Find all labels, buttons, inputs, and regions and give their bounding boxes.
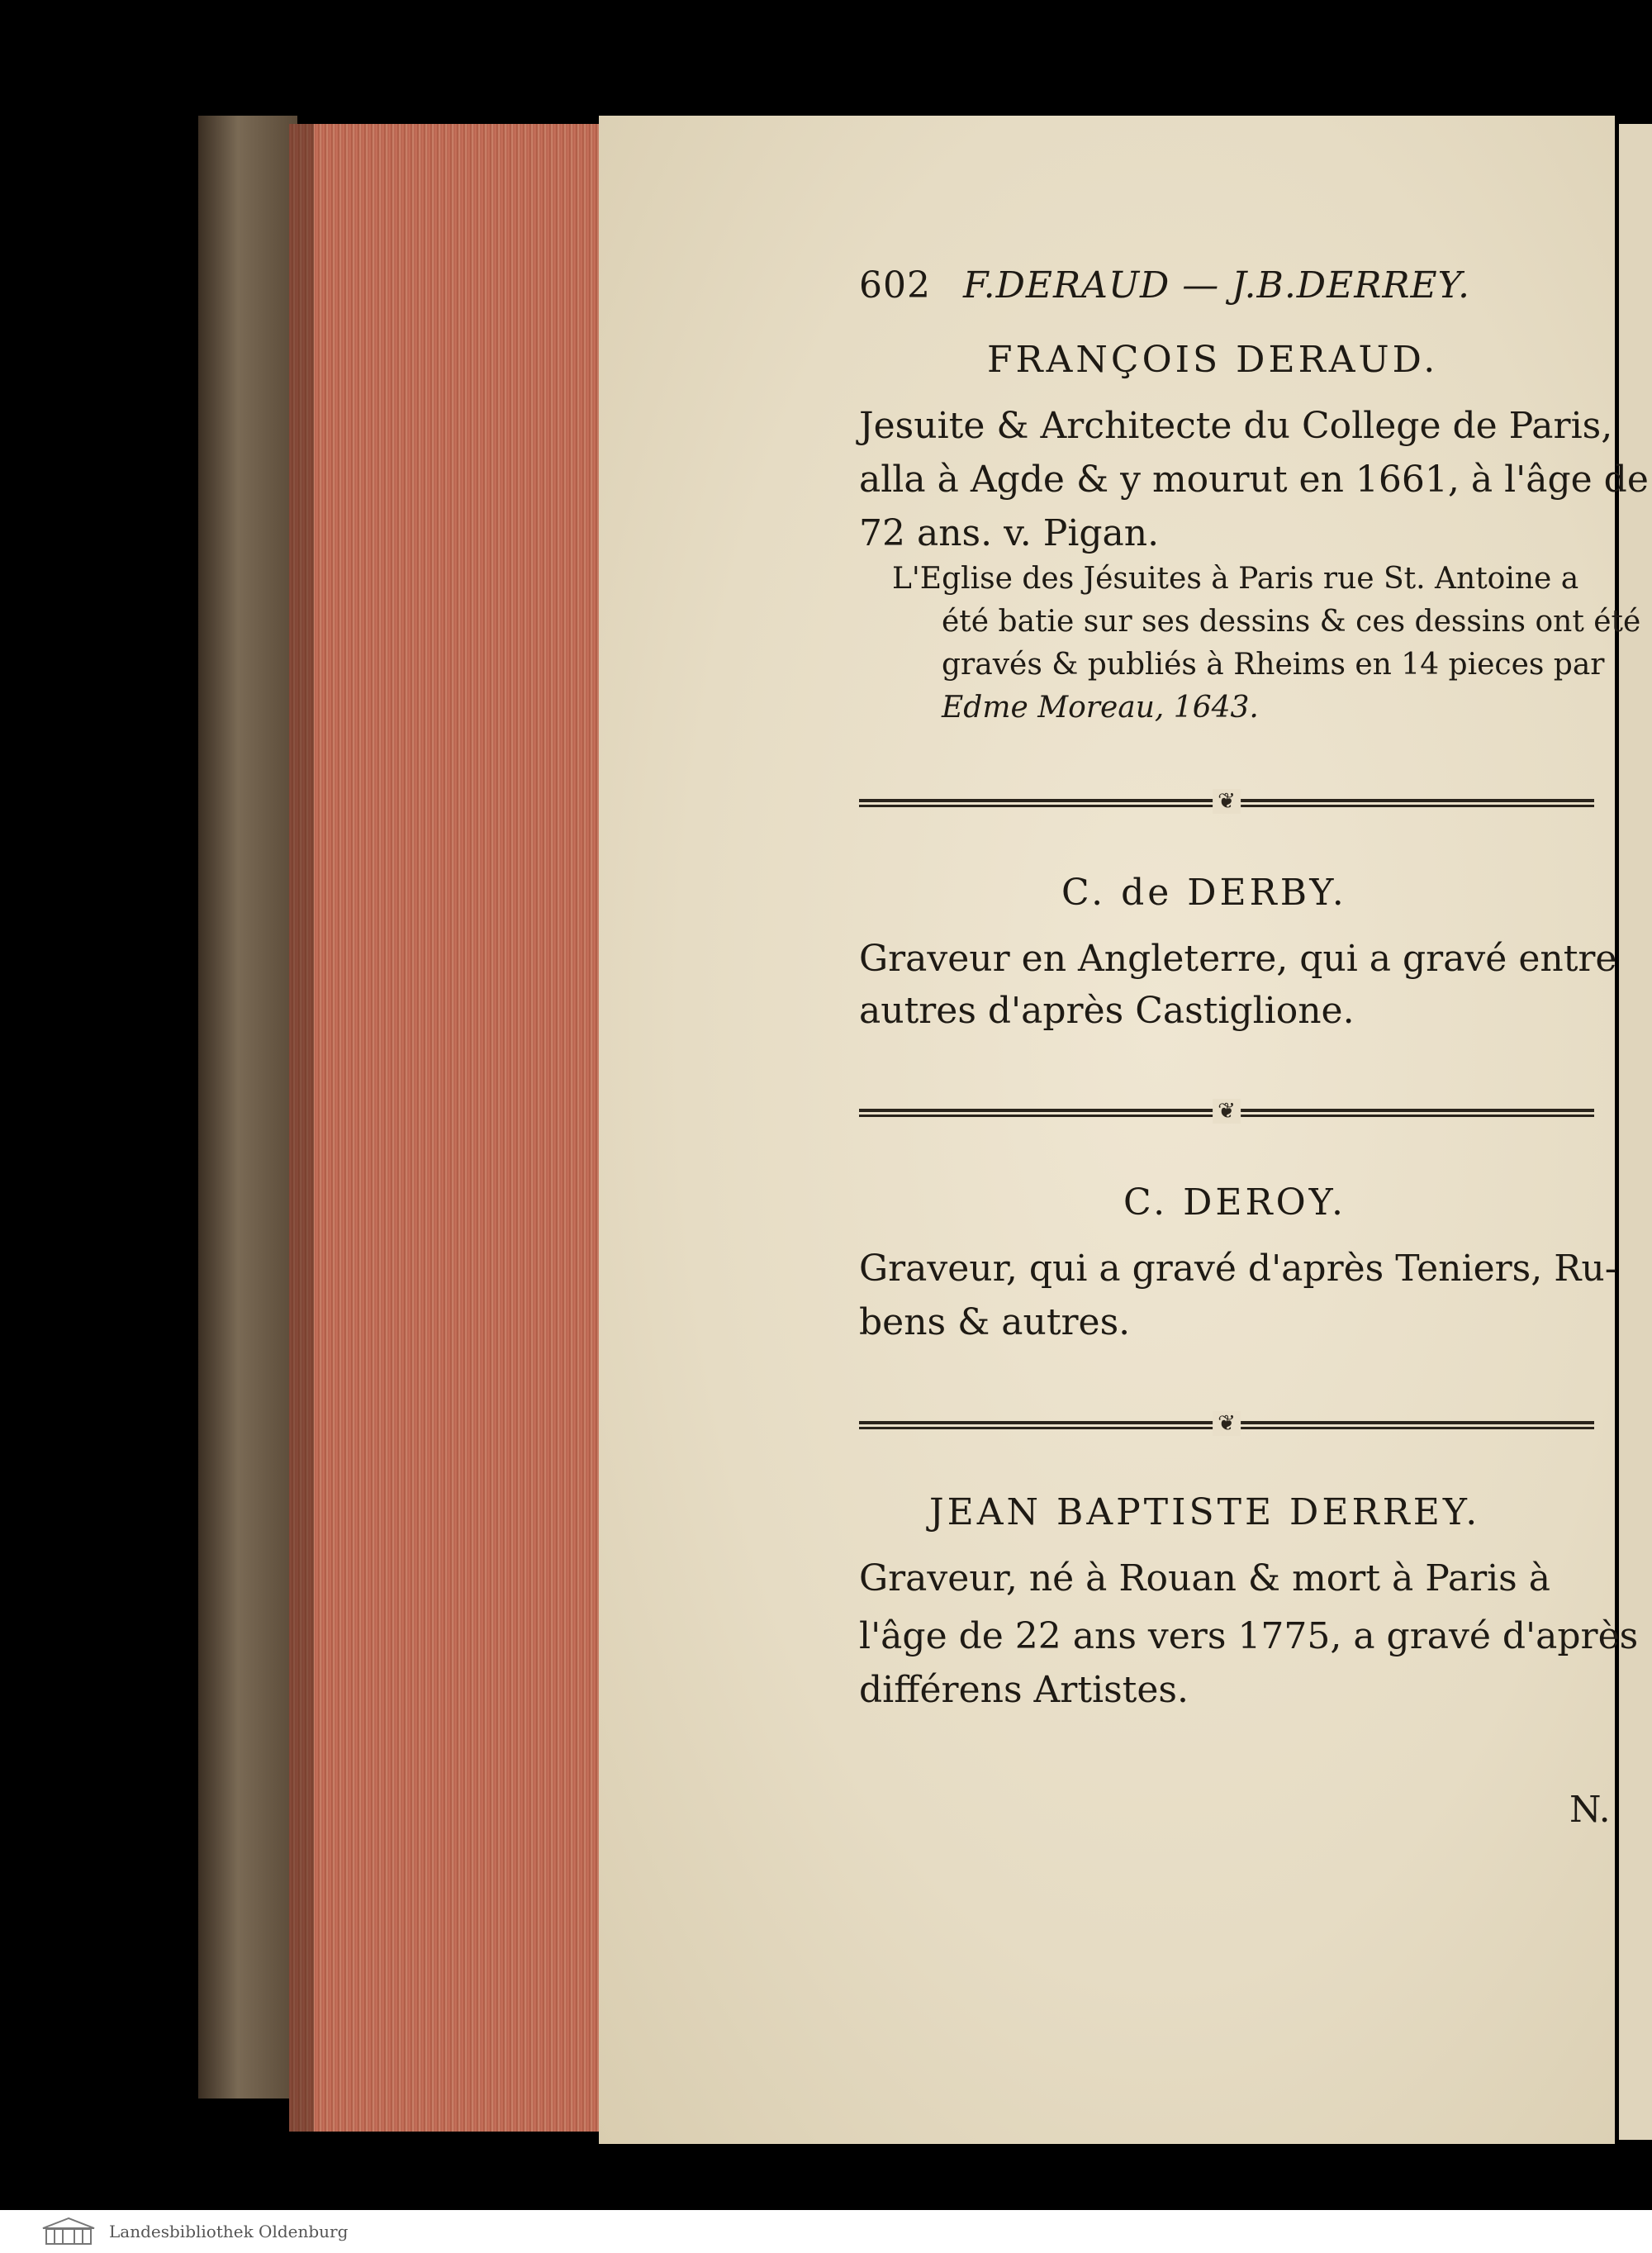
- entry-note-line: Edme Moreau, 1643.: [942, 691, 1259, 725]
- page-number: 602: [859, 264, 931, 307]
- facing-page-edge: [1619, 124, 1652, 2140]
- catchword: N.: [1569, 1789, 1611, 1831]
- running-title: F.DERAUD — J.B.DERREY.: [962, 264, 1470, 307]
- entry-title: C. DEROY.: [1123, 1181, 1347, 1224]
- book-spine: [198, 116, 297, 2099]
- entry-note-line: été batie sur ses dessins & ces dessins ont été: [942, 605, 1641, 639]
- entry-title: C. de DERBY.: [1061, 872, 1347, 914]
- entry-note-line: L'Eglise des Jésuites à Paris rue St. Antoine a: [892, 562, 1579, 596]
- entry-line: alla à Agde & y mourut en 1661, à l'âge de: [859, 459, 1649, 501]
- entry-line: autres d'après Castiglione.: [859, 990, 1355, 1032]
- running-header: [859, 264, 1470, 307]
- entry-line: 72 ans. v. Pigan.: [859, 512, 1160, 554]
- entry-line: différens Artistes.: [859, 1669, 1189, 1711]
- entry-line: Jesuite & Architecte du College de Paris,: [859, 405, 1613, 447]
- ornamental-rule: ❦: [859, 1419, 1594, 1431]
- entry-line: bens & autres.: [859, 1301, 1131, 1343]
- entry-title: FRANÇOIS DERAUD.: [987, 339, 1439, 381]
- entry-title: JEAN BAPTISTE DERREY.: [929, 1491, 1481, 1533]
- library-name: Landesbibliothek Oldenburg: [109, 2222, 349, 2241]
- ornamental-rule: ❦: [859, 1107, 1594, 1119]
- entry-line: l'âge de 22 ans vers 1775, a gravé d'après: [859, 1615, 1639, 1657]
- library-logo-icon: [40, 2217, 97, 2246]
- entry-line: Graveur en Angleterre, qui a gravé entre: [859, 938, 1617, 980]
- entry-line: Graveur, né à Rouan & mort à Paris à: [859, 1557, 1550, 1599]
- entry-line: Graveur, qui a gravé d'après Teniers, Ru-: [859, 1248, 1617, 1290]
- ornamental-rule: ❦: [859, 797, 1594, 809]
- page-edges: [289, 124, 603, 2132]
- entry-note-line: gravés & publiés à Rheims en 14 pieces par: [942, 648, 1605, 682]
